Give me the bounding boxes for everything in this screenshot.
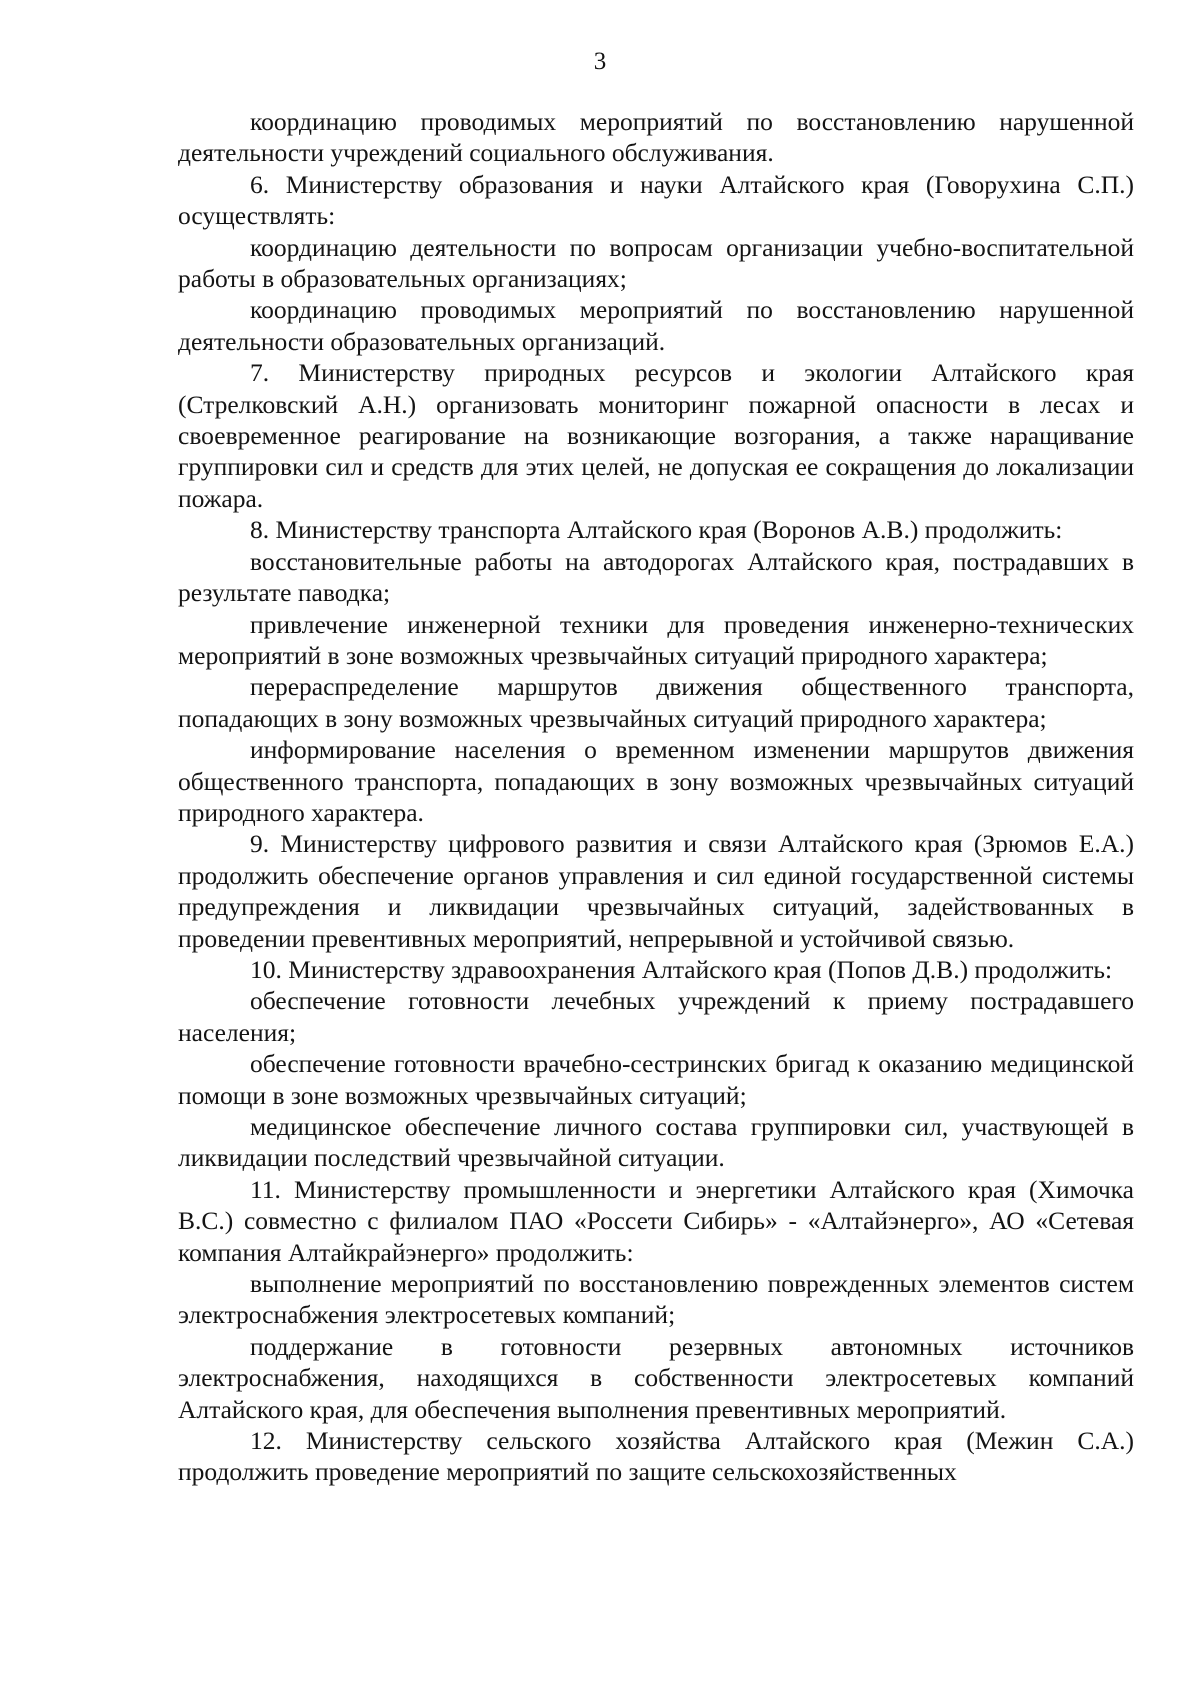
paragraph-item-10: 10. Министерству здравоохранения Алтайского края (Попов Д.В.) продолжить:: [250, 954, 1113, 984]
paragraph-educational-work: координацию деятельности по вопросам организации учебно-воспитательной работы в образовательных организациях;: [178, 232, 1134, 294]
document-body: [178, 106, 1134, 1488]
paragraph-public-information: информирование населения о временном изменении маршрутов движения общественного транспорта, попадающих в зону возможных чрезвычайных ситуаций природного характера.: [178, 735, 1134, 827]
paragraph-backup-power: поддержание в готовности резервных автономных источников электроснабжения, находящихся в собственности электросетевых компаний Алтайского края, для обеспечения выполнения превентивных мероприятий.: [178, 1331, 1134, 1424]
paragraph-item-11: 11. Министерству промышленности и энергетики Алтайского края (Химочка В.С.) совместно с филиалом ПАО «Россети Сибирь» - «Алтайэнерго», АО «Сетевая компания Алтайкрайэнерго» продолжить:: [178, 1174, 1134, 1267]
paragraph-item-12: 12. Министерству сельского хозяйства Алтайского края (Межин С.А.) продолжить проведение мероприятий по защите сельскохозяйственных: [178, 1426, 1134, 1487]
paragraph-item-6: 6. Министерству образования и науки Алтайского края (Говорухина С.П.) осуществлять:: [178, 169, 1134, 231]
paragraph-road-repair: восстановительные работы на автодорогах Алтайского края, пострадавших в результате паводка;: [178, 546, 1134, 608]
paragraph-item-8: 8. Министерству транспорта Алтайского края (Воронов А.В.) продолжить:: [250, 515, 1063, 545]
paragraph-item-9: 9. Министерству цифрового развития и связи Алтайского края (Зрюмов Е.А.) продолжить обеспечение органов управления и сил единой государственной системы предупреждения и ликвидации чрезвычайных ситуаций, задействованных в проведении превентивных мероприятий, непрерывной и устойчивой связью.: [178, 829, 1134, 953]
paragraph-coordination-social: координацию проводимых мероприятий по восстановлению нарушенной деятельности учреждений социального обслуживания.: [178, 107, 1134, 168]
paragraph-hospital-readiness: обеспечение готовности лечебных учреждений к приему пострадавшего населения;: [178, 986, 1134, 1047]
paragraph-medical-teams: обеспечение готовности врачебно-сестринских бригад к оказанию медицинской помощи в зоне возможных чрезвычайных ситуаций;: [178, 1049, 1134, 1110]
paragraph-route-redistribution: перераспределение маршрутов движения общественного транспорта, попадающих в зону возможных чрезвычайных ситуаций природного характера;: [178, 672, 1134, 733]
paragraph-medical-support: медицинское обеспечение личного состава группировки сил, участвующей в ликвидации последствий чрезвычайной ситуации.: [178, 1112, 1134, 1173]
paragraph-engineering-equipment: привлечение инженерной техники для проведения инженерно-технических мероприятий в зоне возможных чрезвычайных ситуаций природного характера;: [178, 609, 1134, 670]
paragraph-coordination-education: координацию проводимых мероприятий по восстановлению нарушенной деятельности образовательных организаций.: [178, 295, 1134, 356]
paragraph-power-restoration: выполнение мероприятий по восстановлению поврежденных элементов систем электроснабжения электросетевых компаний;: [178, 1269, 1134, 1330]
paragraph-item-7: 7. Министерству природных ресурсов и экологии Алтайского края (Стрелковский А.Н.) организовать мониторинг пожарной опасности в лесах и своевременное реагирование на возникающие возгорания, а также наращивание группировки сил и средств для этих целей, не допуская ее сокращения до локализации пожара.: [178, 358, 1134, 513]
page-number: 3: [593, 48, 607, 75]
